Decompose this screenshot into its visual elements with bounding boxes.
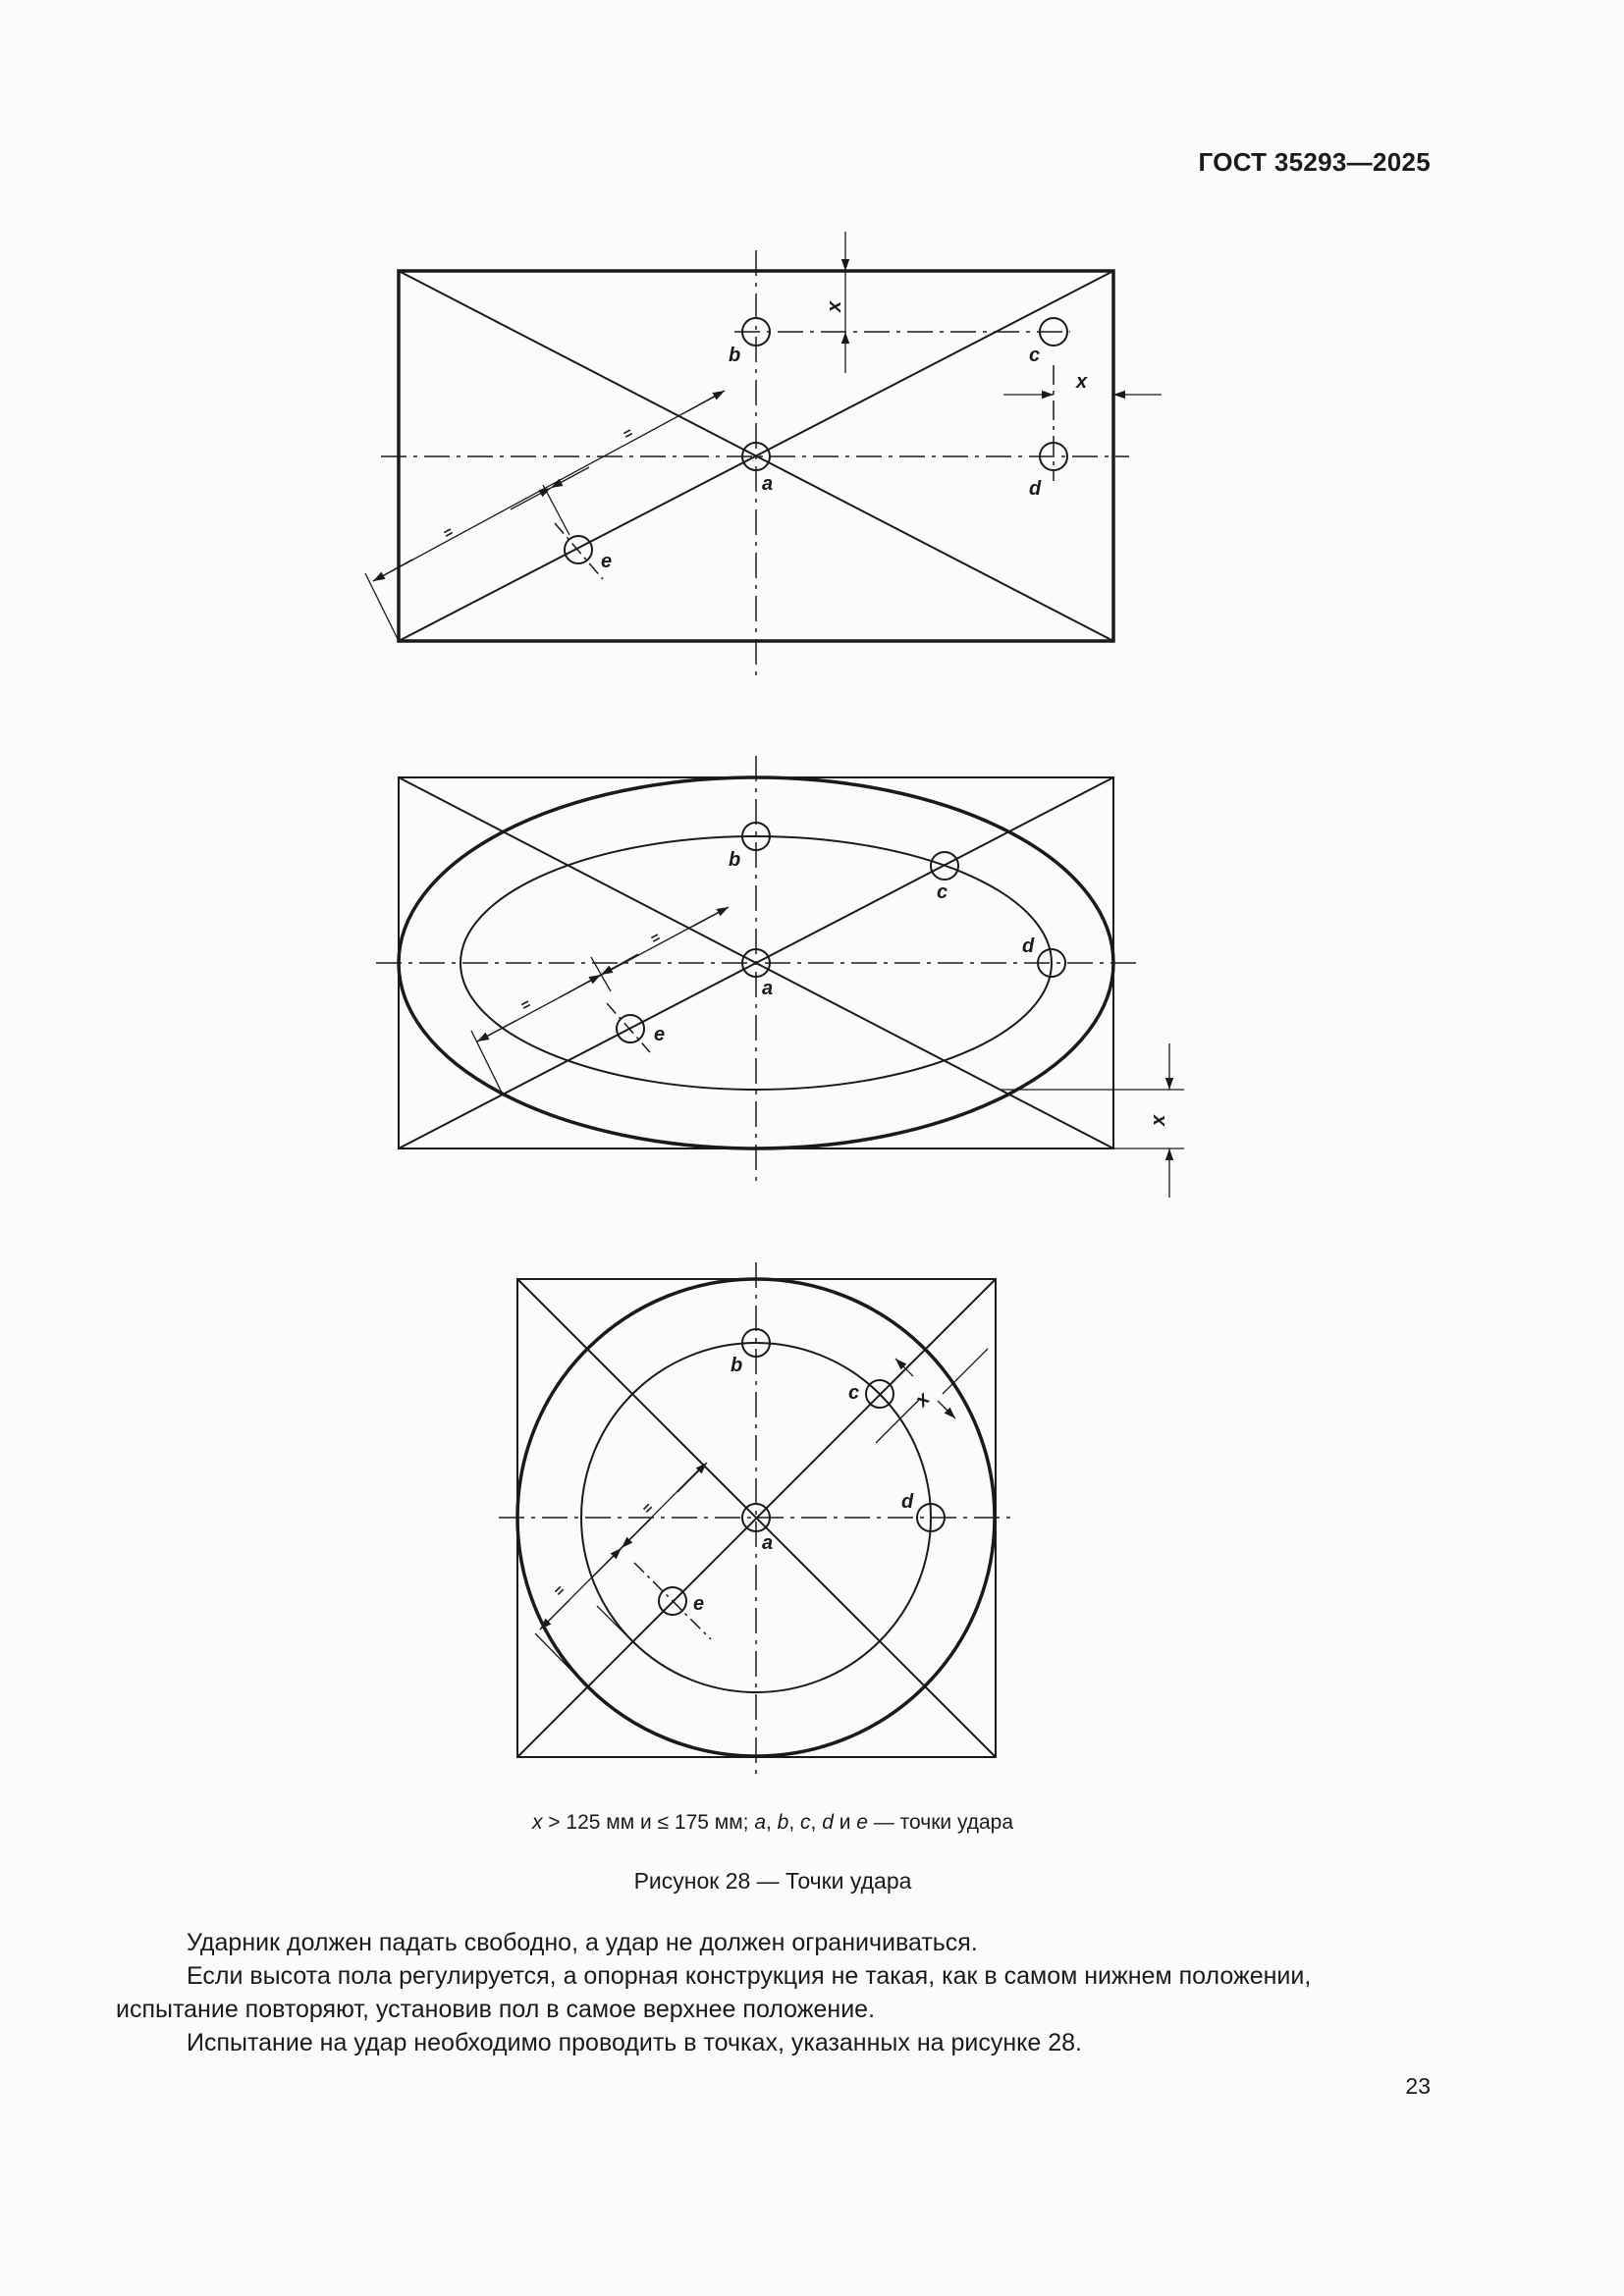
equal-mark: = (638, 1499, 658, 1518)
dimension-arrow (692, 907, 729, 927)
dimension-line-equal (373, 393, 722, 581)
paragraph: Ударник должен падать свободно, а удар не должен ограничиваться. (187, 1929, 978, 1956)
extension-line (597, 1606, 632, 1641)
centerline-e (555, 523, 603, 579)
label-a: a (762, 978, 774, 999)
dimension-arrow (687, 391, 725, 411)
label-a: a (762, 1532, 774, 1554)
note-separator: , (766, 1811, 778, 1834)
equal-mark: = (647, 929, 664, 948)
note-separator: , (788, 1811, 801, 1834)
dimension-arrow (551, 467, 589, 488)
label-c: c (937, 881, 948, 903)
label-b: b (731, 1355, 743, 1376)
dimension-line-x (895, 1359, 913, 1376)
label-e: e (693, 1593, 705, 1615)
label-a: a (762, 473, 774, 495)
diagram-circle-labels (551, 1355, 935, 1615)
extension-line (876, 1400, 919, 1443)
note-point-b: b (777, 1811, 789, 1834)
label-x: x (910, 1388, 935, 1412)
label-c: c (848, 1382, 860, 1404)
dimension-arrow (511, 488, 551, 509)
dimension-line-x (938, 1401, 955, 1418)
label-b: b (729, 345, 741, 366)
note-point-d: d (822, 1811, 834, 1834)
label-x: x (1076, 371, 1088, 393)
label-d: d (1022, 935, 1035, 957)
diagram-circle (499, 1262, 1015, 1775)
dimension-arrow (592, 1548, 622, 1577)
note-condition: > 125 мм и ≤ 175 мм; (542, 1811, 755, 1834)
label-e: e (601, 551, 613, 572)
dimension-arrow (540, 1600, 569, 1629)
dimension-arrow (677, 1463, 707, 1492)
note-conjunction: и (833, 1811, 857, 1834)
diagram-rectangle-labels (441, 300, 1088, 572)
page-number: 23 (1405, 2073, 1431, 2099)
dimension-arrow (622, 1519, 651, 1548)
equal-mark: = (620, 424, 636, 444)
dimension-arrow (601, 954, 638, 975)
label-d: d (1029, 478, 1042, 500)
label-x: x (824, 300, 845, 312)
note-point-e: e (856, 1811, 868, 1834)
extension-line (365, 573, 399, 641)
note-point-a: a (754, 1811, 766, 1834)
diagram-ellipse (376, 756, 1184, 1198)
extension-line (943, 1349, 988, 1394)
diagram-rectangle (365, 232, 1162, 680)
figure-caption: Рисунок 28 — Точки удара (633, 1868, 912, 1894)
document-id: ГОСТ 35293—2025 (1198, 147, 1431, 177)
note-point-c: c (800, 1811, 811, 1834)
equal-mark: = (440, 523, 457, 543)
dimension-arrow (373, 560, 412, 581)
paragraph: Испытание на удар необходимо проводить в точках, указанных на рисунке 28. (187, 2029, 1082, 2056)
paragraph: Если высота пола регулируется, а опорная конструкция не такая, как в самом нижнем положении, испытание повторяют, установив пол в самое верхнее положение. (116, 1962, 1312, 2023)
label-d: d (901, 1491, 914, 1513)
dimension-arrow (560, 975, 601, 997)
label-x: x (1148, 1114, 1169, 1126)
extension-line (543, 485, 569, 535)
note-tail: — точки удара (867, 1811, 1014, 1834)
figure-note (0, 1811, 1545, 1835)
note-separator: , (810, 1811, 823, 1834)
label-b: b (729, 849, 741, 871)
note-x-symbol: x (531, 1811, 543, 1834)
equal-mark: = (550, 1581, 569, 1600)
extension-line (535, 1633, 587, 1686)
body-text (116, 1926, 1432, 2059)
label-e: e (654, 1024, 666, 1045)
label-c: c (1029, 345, 1041, 366)
equal-mark: = (517, 995, 534, 1015)
